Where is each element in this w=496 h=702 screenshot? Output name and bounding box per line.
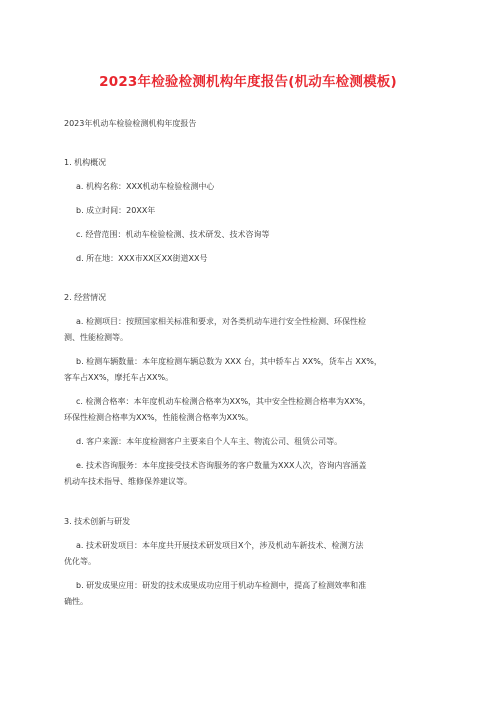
s2-item-d: d. 客户来源：本年度检测客户主要来自个人车主、物流公司、租赁公司等。 [76,437,343,446]
s1-item-a: a. 机构名称：XXX机动车检验检测中心 [76,182,215,191]
s1-item-b: b. 成立时间：20XX年 [76,206,156,215]
s2-item-a-line1: a. 检测项目：按照国家相关标准和要求，对各类机动车进行安全性检测、环保性检 [76,317,366,326]
s3-item-a-line2: 优化等。 [64,557,96,566]
section-1-heading: 1. 机构概况 [64,158,107,167]
s1-item-d: d. 所在地：XXX市XX区XX街道XX号 [76,254,208,263]
s2-item-e-line1: e. 技术咨询服务：本年度接受技术咨询服务的客户数量为XXX人次，咨询内容涵盖 [76,461,367,470]
s2-item-a-line2: 测、性能检测等。 [64,333,128,342]
s1-item-c: c. 经营范围：机动车检验检测、技术研发、技术咨询等 [76,230,270,239]
s2-item-b-line2: 客车占XX%，摩托车占XX%。 [64,373,174,382]
s3-item-b-line2: 确性。 [64,597,88,606]
intro-line: 2023年机动车检验检测机构年度报告 [64,119,197,128]
s2-item-c-line2: 环保性检测合格率为XX%，性能检测合格率为XX%。 [64,413,254,422]
section-3-heading: 3. 技术创新与研发 [64,517,131,526]
section-2-heading: 2. 经营情况 [64,293,107,302]
s3-item-b-line1: b. 研发成果应用：研发的技术成果成功应用于机动车检测中，提高了检测效率和准 [76,581,367,590]
document-title: 2023年检验检测机构年度报告(机动车检测模板) [99,74,397,90]
s2-item-b-line1: b. 检测车辆数量：本年度检测车辆总数为 XXX 台，其中轿车占 XX%，货车占 XX%， [76,357,382,366]
s2-item-c-line1: c. 检测合格率：本年度机动车检测合格率为XX%，其中安全性检测合格率为XX%， [76,397,371,406]
s2-item-e-line2: 机动车技术指导、维修保养建议等。 [64,477,192,486]
s3-item-a-line1: a. 技术研发项目：本年度共开展技术研发项目X个，涉及机动车新技术、检测方法 [76,541,364,550]
